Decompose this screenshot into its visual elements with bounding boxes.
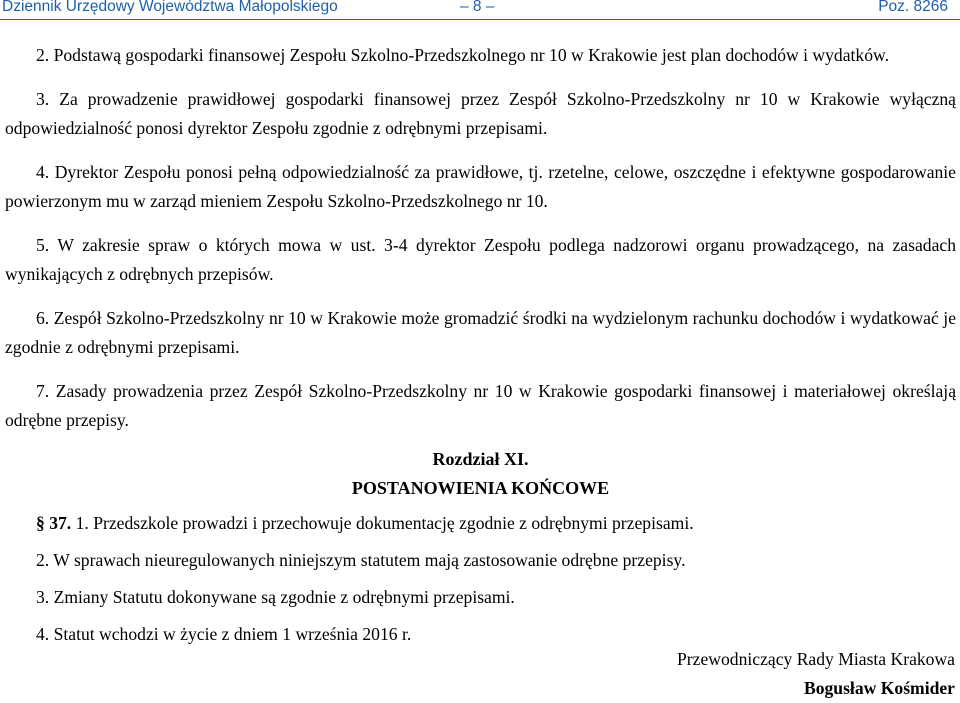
signature-block — [677, 645, 955, 703]
paragraph-5: 5. W zakresie spraw o których mowa w ust. 3-4 dyrektor Zespołu podlega nadzorowi organu prowadzącego, na zasadach wynikających z odrębnych przepisów. — [5, 235, 956, 284]
chapter-title: POSTANOWIENIA KOŃCOWE — [351, 478, 610, 498]
section-item-4: 4. Statut wchodzi w życie z dniem 1 września 2016 r. — [36, 624, 412, 644]
section-item-2: 2. W sprawach nieuregulowanych niniejszym statutem mają zastosowanie odrębne przepisy. — [36, 550, 686, 570]
page-number: – 8 – — [460, 0, 495, 15]
page-header — [0, 0, 960, 19]
signature-name: Bogusław Kośmider — [803, 678, 955, 698]
section-item-1 — [5, 509, 956, 538]
paragraph-7: 7. Zasady prowadzenia przez Zespół Szkolno-Przedszkolny nr 10 w Krakowie gospodarki finansowej i materiałowej określają odrębne przepisy. — [5, 381, 956, 430]
publication-title: Dziennik Urzędowy Województwa Małopolskiego — [2, 0, 338, 15]
section-label: § 37. — [36, 513, 72, 533]
paragraph-2: 2. Podstawą gospodarki finansowej Zespołu Szkolno-Przedszkolnego nr 10 w Krakowie jest plan dochodów i wydatków. — [36, 45, 889, 65]
signature-role: Przewodniczący Rady Miasta Krakowa — [677, 649, 955, 669]
section-item-3: 3. Zmiany Statutu dokonywane są zgodnie z odrębnymi przepisami. — [36, 587, 515, 607]
section-37 — [5, 509, 956, 649]
paragraph-6: 6. Zespół Szkolno-Przedszkolny nr 10 w Krakowie może gromadzić środki na wydzielonym rachunku dochodów i wydatkować je zgodnie z odrębnymi przepisami. — [5, 308, 956, 357]
document-body — [5, 41, 956, 657]
paragraph-4: 4. Dyrektor Zespołu ponosi pełną odpowiedzialność za prawidłowe, tj. rzetelne, celowe, oszczędne i efektywne gospodarowanie powierzonym mu w zarząd mieniem Zespołu Szkolno-Przedszkolnego nr 10. — [5, 162, 956, 211]
chapter-number: Rozdział XI. — [432, 449, 529, 469]
header-rule — [0, 19, 960, 20]
position-number: Poz. 8266 — [878, 0, 948, 15]
paragraph-3: 3. Za prowadzenie prawidłowej gospodarki finansowej przez Zespół Szkolno-Przedszkolny nr 10 w Krakowie wyłączną odpowiedzialność ponosi dyrektor Zespołu zgodnie z odrębnymi przepisami. — [5, 89, 956, 138]
section-item-1-text: 1. Przedszkole prowadzi i przechowuje dokumentację zgodnie z odrębnymi przepisami. — [75, 513, 694, 533]
